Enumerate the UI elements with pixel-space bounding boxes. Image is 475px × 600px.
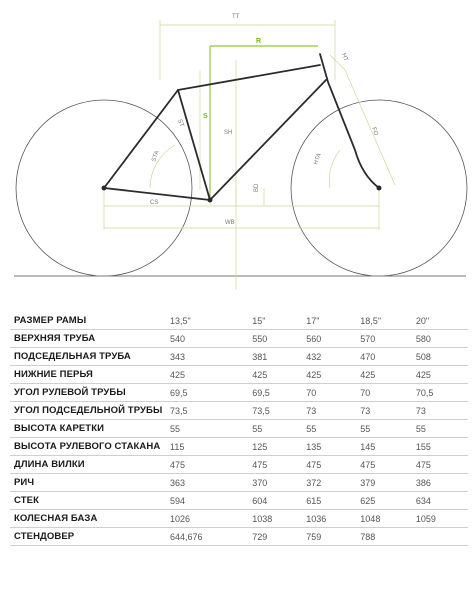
row-label: ПОДСЕДЕЛЬНАЯ ТРУБА [10, 348, 168, 366]
row-value: 70 [304, 384, 358, 402]
row-label: НИЖНИЕ ПЕРЬЯ [10, 366, 168, 384]
table-row [10, 438, 468, 456]
row-value: 580 [414, 330, 468, 348]
row-value: 470 [358, 348, 414, 366]
row-label: УГОЛ РУЛЕВОЙ ТРУБЫ [10, 384, 168, 402]
row-value: 759 [304, 528, 358, 546]
row-value: 73 [304, 402, 358, 420]
table-row [10, 366, 468, 384]
row-value: 625 [358, 492, 414, 510]
label-fo: FO [370, 126, 379, 137]
row-value: 644,676 [168, 528, 250, 546]
table-row [10, 330, 468, 348]
row-value [414, 528, 468, 546]
row-value: 560 [304, 330, 358, 348]
row-value: 550 [250, 330, 304, 348]
label-tt: TT [232, 14, 240, 20]
row-label: КОЛЕСНАЯ БАЗА [10, 510, 168, 528]
row-value: 594 [168, 492, 250, 510]
row-value: 432 [304, 348, 358, 366]
table-row [10, 528, 468, 546]
row-value: 20" [414, 312, 468, 330]
row-value: 73 [358, 402, 414, 420]
row-value: 70,5 [414, 384, 468, 402]
row-label: СТЕК [10, 492, 168, 510]
label-st: ST [176, 118, 185, 128]
row-value: 425 [304, 366, 358, 384]
row-value: 55 [250, 420, 304, 438]
row-value: 1059 [414, 510, 468, 528]
row-value: 570 [358, 330, 414, 348]
table-row [10, 348, 468, 366]
row-label: РАЗМЕР РАМЫ [10, 312, 168, 330]
row-value: 1038 [250, 510, 304, 528]
table-row [10, 492, 468, 510]
label-r: R [256, 38, 262, 45]
row-value: 69,5 [250, 384, 304, 402]
table-row [10, 420, 468, 438]
label-bd: BD [254, 183, 260, 192]
table-row [10, 474, 468, 492]
row-value: 343 [168, 348, 250, 366]
row-value: 370 [250, 474, 304, 492]
row-value: 73 [414, 402, 468, 420]
row-label: ДЛИНА ВИЛКИ [10, 456, 168, 474]
row-label: ВЫСОТА РУЛЕВОГО СТАКАНА [10, 438, 168, 456]
row-value: 55 [414, 420, 468, 438]
row-value: 155 [414, 438, 468, 456]
table-row [10, 402, 468, 420]
row-label: РИЧ [10, 474, 168, 492]
row-value: 372 [304, 474, 358, 492]
label-hta: HTA [313, 152, 323, 166]
label-sta: STA [151, 150, 161, 163]
row-value: 475 [168, 456, 250, 474]
label-s: S [203, 113, 208, 120]
label-ht: HT [340, 52, 349, 63]
table-row [10, 510, 468, 528]
row-value: 379 [358, 474, 414, 492]
row-value: 1036 [304, 510, 358, 528]
row-value: 788 [358, 528, 414, 546]
row-value: 425 [250, 366, 304, 384]
row-value: 69,5 [168, 384, 250, 402]
label-wb: WB [225, 220, 235, 226]
row-value: 70 [358, 384, 414, 402]
row-label: ВЫСОТА КАРЕТКИ [10, 420, 168, 438]
row-value: 55 [168, 420, 250, 438]
row-value: 15" [250, 312, 304, 330]
row-value: 1048 [358, 510, 414, 528]
row-value: 475 [414, 456, 468, 474]
row-value: 363 [168, 474, 250, 492]
row-value: 475 [358, 456, 414, 474]
row-value: 1026 [168, 510, 250, 528]
row-value: 425 [414, 366, 468, 384]
row-value: 13,5" [168, 312, 250, 330]
label-cs: CS [150, 200, 159, 206]
row-value: 18,5" [358, 312, 414, 330]
rear-hub [102, 186, 107, 191]
bottom-bracket [208, 198, 213, 203]
row-label: ВЕРХНЯЯ ТРУБА [10, 330, 168, 348]
row-value: 17" [304, 312, 358, 330]
row-value: 615 [304, 492, 358, 510]
row-value: 381 [250, 348, 304, 366]
row-value: 386 [414, 474, 468, 492]
row-value: 508 [414, 348, 468, 366]
row-value: 55 [358, 420, 414, 438]
front-hub [377, 186, 382, 191]
row-value: 425 [168, 366, 250, 384]
row-label: СТЕНДОВЕР [10, 528, 168, 546]
row-value: 115 [168, 438, 250, 456]
label-sh: SH [224, 130, 233, 136]
row-value: 125 [250, 438, 304, 456]
row-value: 475 [304, 456, 358, 474]
row-value: 604 [250, 492, 304, 510]
row-value: 475 [250, 456, 304, 474]
table-row [10, 312, 468, 330]
row-value: 425 [358, 366, 414, 384]
table-row [10, 456, 468, 474]
row-value: 540 [168, 330, 250, 348]
row-value: 729 [250, 528, 304, 546]
measure-guides [104, 20, 395, 290]
row-value: 73,5 [168, 402, 250, 420]
row-label: УГОЛ ПОДСЕДЕЛЬНОЙ ТРУБЫ [10, 402, 168, 420]
row-value: 135 [304, 438, 358, 456]
geometry-table [10, 312, 468, 546]
table-row [10, 384, 468, 402]
row-value: 634 [414, 492, 468, 510]
row-value: 145 [358, 438, 414, 456]
bike-frame [104, 54, 379, 200]
row-value: 73,5 [250, 402, 304, 420]
row-value: 55 [304, 420, 358, 438]
